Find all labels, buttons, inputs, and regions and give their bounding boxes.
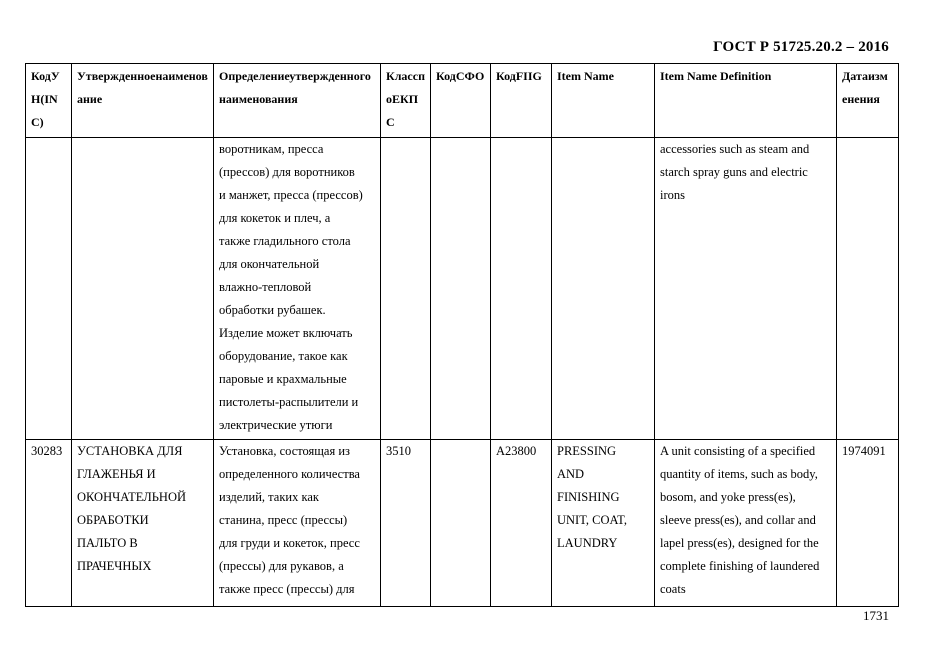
cell-item-name <box>552 138 655 440</box>
header-approved-name-line: Утвержденное <box>77 69 156 83</box>
text-line: паровые и крахмальные <box>219 372 347 386</box>
text-line: ПАЛЬТО В <box>77 536 138 550</box>
header-sfo-code-line: СФО <box>455 69 485 83</box>
text-line: LAUNDRY <box>557 536 618 550</box>
header-ekps-class-line: Класс <box>386 69 419 83</box>
page-number: 1731 <box>863 608 889 623</box>
catalog-table <box>25 63 899 607</box>
cell-item-name <box>552 440 655 607</box>
cell-approved-definition <box>214 138 381 440</box>
text-line: quantity of items, such as body, <box>660 467 818 481</box>
cell-inc: 30283 <box>26 440 72 607</box>
header-fiig-code-line: Код <box>496 69 516 83</box>
header-sfo-code-line: Код <box>436 69 456 83</box>
text-line: для окончательной <box>219 257 320 271</box>
text-line: ОКОНЧАТЕЛЬНОЙ <box>77 490 187 504</box>
text-line: и манжет, пресса (прессов) <box>219 188 363 202</box>
cell-ekps-class <box>381 138 431 440</box>
header-inc-line: (INC) <box>31 92 58 129</box>
text-line: starch spray guns and electric <box>660 165 808 179</box>
text-line: Изделие может включать <box>219 326 353 340</box>
text-line: lapel press(es), designed for the <box>660 536 819 550</box>
cell-sfo-code <box>431 138 491 440</box>
text-line: bosom, and yoke press(es), <box>660 490 796 504</box>
header-inc <box>26 64 72 138</box>
text-line: электрические утюги <box>219 418 333 432</box>
text-line: оборудование, такое как <box>219 349 348 363</box>
text-line: UNIT, COAT, <box>557 513 628 527</box>
text-line: для кокеток и плеч, а <box>219 211 331 225</box>
text-line: (прессы) для рукавов, а <box>219 559 344 573</box>
text-line: для груди и кокеток, пресс <box>219 536 360 550</box>
header-change-date-line: Дата <box>842 69 868 83</box>
cell-change-date <box>837 138 899 440</box>
header-approved-definition <box>214 64 381 138</box>
document-code-header: ГОСТ Р 51725.20.2 – 2016 <box>713 39 889 55</box>
header-change-date-line: ия <box>866 92 880 106</box>
text-line: влажно-тепловой <box>219 280 312 294</box>
header-fiig-code-line: FIIG <box>515 69 542 83</box>
text-line: также гладильного стола <box>219 234 351 248</box>
text-line: FINISHING <box>557 490 620 504</box>
cell-approved-definition <box>214 440 381 607</box>
header-ekps-class-line: по <box>386 69 426 106</box>
header-approved-definition-line: Определение <box>219 69 290 83</box>
header-inc-line: УН <box>31 69 60 106</box>
text-line: (прессов) для воротников <box>219 165 355 179</box>
table-header-row <box>26 64 899 138</box>
text-line: AND <box>557 467 585 481</box>
header-inc-line: Код <box>31 69 51 83</box>
cell-inc <box>26 138 72 440</box>
header-change-date <box>837 64 899 138</box>
cell-change-date: 1974091 <box>837 440 899 607</box>
cell-item-name-definition <box>655 440 837 607</box>
text-line: пистолеты-распылители и <box>219 395 359 409</box>
header-sfo-code <box>431 64 491 138</box>
header-item-name-line: Item Name <box>557 69 614 83</box>
table-row-continuation <box>26 138 899 440</box>
cell-approved-name <box>72 138 214 440</box>
header-approved-definition-line: утвержденного <box>289 69 371 83</box>
header-ekps-class-line: ЕКПС <box>386 92 419 129</box>
header-item-name-definition-line: Item Name Definition <box>660 69 772 83</box>
text-line: sleeve press(es), and collar and <box>660 513 816 527</box>
header-item-name <box>552 64 655 138</box>
text-line: изделий, таких как <box>219 490 319 504</box>
cell-ekps-class: 3510 <box>381 440 431 607</box>
header-approved-name <box>72 64 214 138</box>
header-item-name-definition <box>655 64 837 138</box>
cell-approved-name <box>72 440 214 607</box>
text-line: обработки рубашек. <box>219 303 326 317</box>
header-fiig-code <box>491 64 552 138</box>
text-line: также пресс (прессы) для <box>219 582 355 596</box>
text-line: воротникам, пресса <box>219 142 324 156</box>
cell-item-name-definition <box>655 138 837 440</box>
cell-fiig-code <box>491 138 552 440</box>
text-line: Установка, состоящая из <box>219 444 350 458</box>
text-line: complete finishing of laundered <box>660 559 820 573</box>
text-line: irons <box>660 188 685 202</box>
cell-sfo-code <box>431 440 491 607</box>
header-approved-definition-line: наименования <box>219 92 298 106</box>
header-ekps-class <box>381 64 431 138</box>
text-line: определенного количества <box>219 467 360 481</box>
table-row-entry <box>26 440 899 607</box>
header-change-date-line: изменен <box>842 69 888 106</box>
text-line: ГЛАЖЕНЬЯ И <box>77 467 156 481</box>
text-line: УСТАНОВКА ДЛЯ <box>77 444 183 458</box>
text-line: станина, пресс (прессы) <box>219 513 348 527</box>
text-line: accessories such as steam and <box>660 142 810 156</box>
text-line: PRESSING <box>557 444 617 458</box>
text-line: A unit consisting of a specified <box>660 444 816 458</box>
header-approved-name-line: наименование <box>77 69 208 106</box>
text-line: coats <box>660 582 686 596</box>
text-line: ОБРАБОТКИ <box>77 513 149 527</box>
cell-fiig-code: A23800 <box>491 440 552 607</box>
text-line: ПРАЧЕЧНЫХ <box>77 559 152 573</box>
